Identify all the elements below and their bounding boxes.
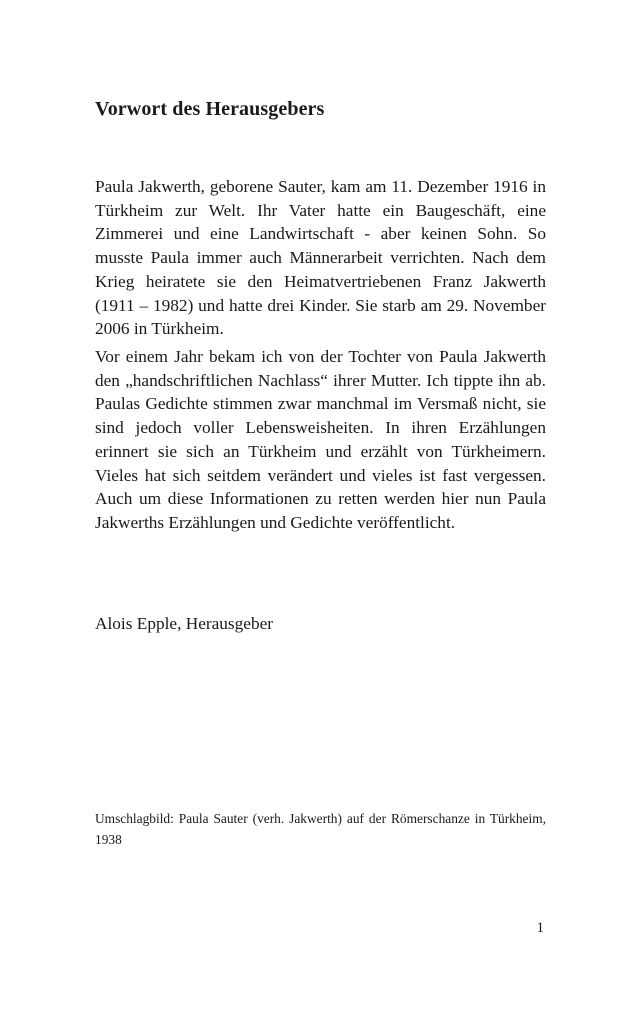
cover-image-caption: Umschlagbild: Paula Sauter (verh. Jakwerth) auf der Römerschanze in Türkheim, 1938 <box>95 811 546 847</box>
editor-signature: Alois Epple, Herausgeber <box>95 614 274 633</box>
estate-paragraph: Vor einem Jahr bekam ich von der Tochter von Paula Jakwerth den „handschriftlichen Nachlass“ ihrer Mutter. Ich tippte ihn ab. Paulas Gedichte stimmen zwar manchmal im Versmaß nicht, sie sind jedoch voller Lebensweisheiten. In ihren Erzählungen erinnert sie sich an Türkheim und erzählt von Türkheimern. Vieles hat sich seitdem verändert und vieles ist fast vergessen. Auch um diese Informationen zu retten werden hier nun Paula Jakwerths Erzählungen und Gedichte veröffentlicht. <box>95 347 546 532</box>
biography-paragraph: Paula Jakwerth, geborene Sauter, kam am 11. Dezember 1916 in Türkheim zur Welt. Ihr Vater hatte ein Baugeschäft, eine Zimmerei und eine Landwirtschaft - aber keinen Sohn. So musste Paula immer auch Männerarbeit verrichten. Nach dem Krieg heiratete sie den Heimatvertriebenen Franz Jakwerth (1911 – 1982) und hatte drei Kinder. Sie starb am 29. November 2006 in Türkheim. <box>95 177 546 339</box>
page-number: 1 <box>536 920 544 936</box>
page-title: Vorwort des Herausgebers <box>95 98 325 120</box>
